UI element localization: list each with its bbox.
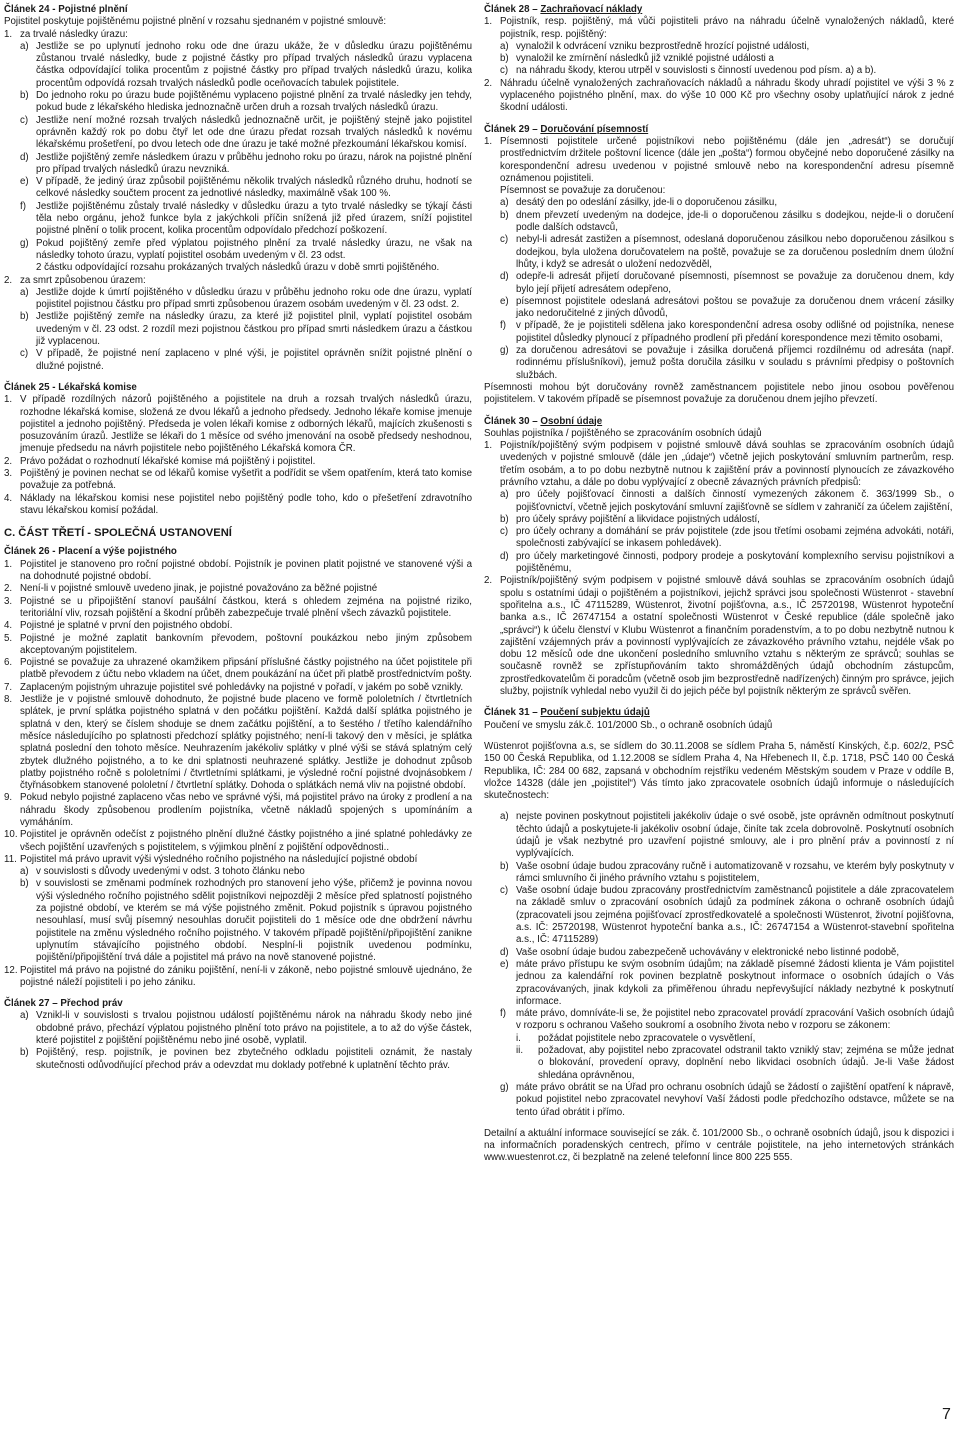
lettered-item — [484, 514, 954, 526]
item-text: Pojistné se u připojištění stanoví paušální částkou, která s ohledem zejména na pojistné riziko, teritoriální vliv, rozsah pojištění a škodní průběh zabezpečuje trvalé plnění všech závazků pojistitele. — [20, 595, 472, 619]
item-text: Jestliže se po uplynutí jednoho roku ode dne úrazu ukáže, že v důsledku úrazu pojištěnému zůstanou trvalé následky, bude z pojistné částky pro případ trvalých následků úrazu vyplacena částka odpovídající tolika procentům z pojistné částky pro případ trvalých následků úrazu, kolika procentům odpovídá rozsah trvalých následků podle oceňovacích tabulek pojistitele. — [36, 40, 472, 89]
item-text: v souvislosti se změnami podmínek rozhodných pro stanovení jeho výše, přičemž je povinna novou výši výsledného ročního pojistného sdělit pojistníkovi nejpozději 2 měsíce před splatností pojistného za pojistné období, ve kterém se má výše pojistného změnit. Pokud pojistník s úpravou pojistného nesouhlasí, musí svůj písemný nesouhlas doručit pojistiteli do 1 měsíce ode dne obdržení návrhu pojistitele na změnu výsledného ročního pojistného. V takovém případě pojištění/připojištění zanikne uplynutím stávajícího pojistného období. Nesplní-li pojistník uvedenou podmínku, pojištění/připojištění trvá dále a pojistitel má právo na nově stanovené pojistné. — [36, 878, 472, 964]
lettered-item — [484, 1008, 954, 1033]
numbered-item — [4, 682, 472, 694]
item-label: e) — [500, 295, 509, 307]
item-text: Vznikl-li v souvislosti s trvalou pojistnou událostí pojištěnému nárok na náhradu škody nebo jiné obdobné právo, přechází výplatou pojistného plnění toto právo na pojistitele, a to až do výše částek, které pojistitel z pojištění pojištěnému nebo jiné osobě, vyplatil. — [36, 1010, 472, 1047]
spacer — [484, 698, 954, 707]
lettered-item — [484, 526, 954, 551]
item-label: a) — [20, 866, 29, 878]
item-text: Náklady na lékařskou komisi nese pojistitel nebo pojištěný podle toho, kdo o přešetření zdravotního stavu lékařskou komisí požádal. — [20, 492, 472, 516]
item-label: g) — [20, 237, 29, 249]
left-column — [4, 4, 472, 1072]
item-label: b) — [500, 209, 509, 221]
item-label: 3. — [4, 467, 13, 479]
section-heading — [484, 4, 954, 16]
item-label: 5. — [4, 632, 13, 644]
lettered-item — [4, 176, 472, 201]
numbered-item — [4, 456, 472, 468]
lettered-item — [484, 234, 954, 271]
item-text: máte právo přístupu ke svým osobním údajům; na základě písemné žádosti klienta je Vám pojistitel jednou za kalendářní rok povinen bezplatně poskytnout informace o osobních údajích o Vás zpracovávaných, jinak kdykoli za přiměřenou úhradu nepřevyšující náklady nezbytné k poskytnutí informace. — [516, 958, 954, 1007]
numbered-item — [4, 394, 472, 455]
numbered-item — [4, 829, 472, 854]
item-label: g) — [500, 345, 509, 357]
paragraph: Detailní a aktuální informace související se zák. č. 101/2000 Sb., o ochraně osobních údajů, jsou k dispozici i na informačních poradenských centrech, přímo v centrále pojistitele, na jeho internetových stránkách www.wuestenrot.cz, či bezplatně na zelené telefonní lince 800 225 555. — [484, 1127, 954, 1164]
item-label: c) — [500, 885, 509, 897]
item-text: Jestliže pojištěnému zůstaly trvalé následky v důsledku úrazu a tyto trvalé následky se týkají části těla nebo orgánu, jehož funkce byla z jakýchkoli příčin snížená již před úrazem, sníží pojistitel pojistné plnění o tolik procent, kolika procentům odpovídalo předchozí poškození. — [36, 200, 472, 237]
item-label: 2. — [4, 274, 13, 286]
lettered-item — [484, 41, 954, 53]
item-label: a) — [500, 489, 509, 501]
item-label: a) — [20, 286, 29, 298]
item-text: Písemnosti pojistitele určené pojistníkovi nebo pojištěnému (dále jen „adresát“) se doručují prostřednictvím držitele poštovní licence (dále jen „pošta“) formou obyčejné nebo doporučené zásilky na korespondenční adresu uvedenou v pojistné smlouvě nebo na korespondenční adresu písemně oznámenou pojistiteli. — [500, 135, 954, 184]
heading-prefix: Článek 31 – — [484, 707, 541, 719]
item-label: 1. — [4, 394, 13, 406]
item-label: 9. — [4, 792, 13, 804]
item-label: e) — [20, 176, 29, 188]
item-label: 7. — [4, 681, 13, 693]
spacer — [484, 732, 954, 741]
numbered-item — [4, 792, 472, 829]
paragraph: 2 částku odpovídající rozsahu prokázaných trvalých následků úrazu v době smrti pojištěného. — [36, 262, 440, 274]
item-text: Náhradu účelně vynaložených zachraňovacích nákladů a náhradu škody uhradí pojistitel ve výši 3 % z vyplaceného pojistného plnění, max. do výše 10 000 Kč pro všechny osoby uplatňující nárok z jedné škodní události. — [500, 77, 954, 114]
item-label: 2. — [4, 583, 13, 595]
item-label: 1. — [4, 28, 13, 40]
paragraph: Pojistitel poskytuje pojištěnému pojistné plnění v rozsahu sjednaném v pojistné smlouvě: — [4, 16, 387, 28]
lettered-item — [4, 878, 472, 964]
lettered-item — [484, 65, 954, 77]
item-text: Pojistník/pojištěný svým podpisem v pojistné smlouvě dává souhlas se zpracováním osobních údajů spolu s ostatními údaji o pojištěném a pojistníkovi, jejichž správci jsou společnosti Wüstenrot - stavební spořitelna a.s., IČ 47115289, Wüstenrot, životní pojišťovna, a.s., IČ 25720198, Wüstenrot hypoteční banka a.s., IČ 26747154 a ostatní společnosti Wüstenrot v České republice (dále společně jako „správci“) k účelu členství v Klubu Wüstenrot a finančním poradenstvím, a to po dobu nezbytně nutnou k zajištění vzájemných práv a povinností vyplývajících ze závazkového právního vztahu, nejdéle však po dobu 12 měsíců ode dne ukončení posledního smluvního vztahu s některým ze správců; souhlas se současně rovněž se zpřístupňováním takto shromážděných údajů obchodním zástupcům, zprostředkovatelům či poradcům (včetně osob jim bezprostředně nadřízených) činným pro správce, jejich služby, pojistník vyhledal nebo využil či do jejich péče byl pojistník některým ze správců svěřen. — [500, 575, 954, 698]
lettered-item — [4, 115, 472, 152]
item-text: pro účely marketingové činnosti, podpory prodeje a poskytování komplexního servisu pojistníkovi a pojištěnému, — [516, 550, 954, 575]
item-text: Pojištěný, resp. pojistník, je povinen bez zbytečného odkladu pojistiteli oznámit, že nastaly skutečnosti odůvodňující přechod práv a odevzdat mu doklady potřebné k uplatnění těchto práv. — [36, 1047, 472, 1071]
item-text: V případě, že pojistné není zaplaceno v plné výši, je pojistitel oprávněn snížit pojistné plnění o dlužné pojistné. — [36, 348, 472, 372]
item-label: c) — [20, 114, 29, 126]
item-label: 4. — [4, 620, 13, 632]
item-text: pro účely pojišťovací činnosti a dalších činností vymezených zákonem č. 363/1999 Sb., o pojišťovnictví, včetně jejich poskytování smluvní zajišťovně se sídlem v zahraničí za účelem zajištění, — [516, 489, 954, 513]
heading-prefix: Článek 29 – — [484, 123, 541, 135]
item-label: 10. — [4, 829, 18, 841]
item-text: Pojistné je možné zaplatit bankovním převodem, poštovní poukázkou nebo jiným způsobem akceptovaným pojistitelem. — [20, 632, 472, 656]
section-heading — [484, 707, 954, 719]
item-label: b) — [500, 513, 509, 525]
item-label: 6. — [4, 657, 13, 669]
item-text: pro účely ochrany a domáhání se práv pojistitele (zde jsou třetími osobami zejména advokáti, notáři, společnosti zabývající se inkasem pohledávek). — [516, 526, 954, 550]
roman-item — [484, 1045, 954, 1082]
lettered-item — [484, 197, 954, 209]
lettered-item — [484, 296, 954, 321]
item-label: d) — [500, 550, 509, 562]
heading-title: Poučení subjektu údajů — [540, 707, 650, 719]
item-text: na náhradu škody, kterou utrpěl v souvislosti s činností uvedenou pod písm. a) a b). — [516, 65, 877, 77]
numbered-item — [4, 620, 472, 632]
paragraph: Wüstenrot pojišťovna a.s, se sídlem do 30.11.2008 se sídlem Praha 5, náměstí Kinských, č.p. 602/2, PSČ 150 00 Česká Republika, od 1.12.2008 se sídlem Praha 4, Na Hřebenech II, č.p. 1718, PSČ 140 00 Česká Republika, IČ: 284 00 682, zapsaná v obchodním rejstříku vedeném Městským soudem v Praze v oddíle B, vložce 14328 (dále jen „pojistitel“) Vás tímto jako zpracovatele osobních údajů informuje o následujících skutečnostech: — [484, 740, 954, 802]
numbered-item — [4, 275, 472, 287]
item-label: b) — [20, 311, 29, 323]
numbered-item — [4, 854, 472, 866]
numbered-item — [4, 468, 472, 493]
item-label: ii. — [516, 1045, 524, 1057]
lettered-item — [484, 345, 954, 382]
paragraph: Písemnosti mohou být doručovány rovněž zaměstnancem pojistitele nebo jinou osobou pověřenou pojistitelem. V takovém případě se písemnost považuje za doručenou dnem jejího převzetí. — [484, 381, 954, 406]
item-text: písemnost pojistitele odeslaná adresátovi poštou se považuje za doručenou dnem vrácení zásilky jako nedoručitelné z jiných důvodů, — [516, 295, 954, 320]
item-text: Jestliže je v pojistné smlouvě dohodnuto, že pojistné bude placeno ve formě pololetních / čtvrtletních splátek, je první splátka pojistného splatná v den počátku pojištění. Každá další splátka pojistného je splatná v den, který se číslem shoduje se dnem začátku pojištění, a to šestého / třetího kalendářního měsíce následujícího po splatnosti předchozí splátky pojistného; není-li takový den v měsíci, je splátka splatná poslední den tohoto měsíce. Neuhrazením jakékoliv splátky v plné výši se stává splatným celý zbytek dlužného pojistného, a to ke dni splatnosti neuhrazené splátky. Jestliže je dohodnut způsob platby pojistného ročně s pololetními / čtvrtletními splátkami, je výsledné roční pojistné dvojnásobkem / čtyřnásobkem stanovené pololetní / čtvrtletní splátky. Dohoda o splátkách nemá vliv na pojistné období. — [20, 694, 472, 792]
spacer — [4, 989, 472, 998]
item-text: Pojistitel je oprávněn odečíst z pojistného plnění dlužné částky pojistného a jiné splatné pohledávky ze všech pojištění uzavřených s pojistitelem, s výjimkou plnění z pojištění odpovědnosti.. — [20, 829, 472, 853]
lettered-item — [484, 489, 954, 514]
item-label: f) — [500, 320, 506, 332]
item-text: nejste povinen poskytnout pojistiteli jakékoliv údaje o své osobě, jste oprávněn odmítnout poskytnutí těchto údajů a poskytujete-li jakékoliv osobní údaje, činíte tak zcela dobrovolně. Poskytnutí osobních údajů je však nezbytné pro uzavření pojistné smlouvy, ale i pro plnění práv a povinností z ní vyplývajících. — [516, 811, 954, 860]
item-text: máte právo obrátit se na Úřad pro ochranu osobních údajů se žádostí o zajištění opatření k nápravě, pokud pojistitel nebo zpracovatel nevyhoví Vaší žádosti podle předchozího odstavce, můžete se na tento úřad obrátit i přímo. — [516, 1081, 954, 1118]
item-text: Vaše osobní údaje budou zpracovány ručně i automatizovaně v rozsahu, ve kterém byly poskytnuty v rámci smluvního či jiného právního vztahu s pojistitelem, — [516, 860, 954, 884]
lettered-item — [4, 41, 472, 90]
item-text: Pojistitel je stanoveno pro roční pojistné období. Pojistník je povinen platit pojistné ve stanovené výši a na dohodnuté pojistné období. — [20, 558, 472, 583]
numbered-item — [4, 633, 472, 658]
lettered-item — [484, 885, 954, 946]
lettered-item — [484, 551, 954, 576]
numbered-item — [484, 16, 954, 41]
spacer — [484, 407, 954, 416]
section-heading: Článek 26 - Placení a výše pojistného — [4, 546, 177, 558]
lettered-item — [484, 959, 954, 1008]
numbered-item — [484, 78, 954, 115]
item-text: požadovat, aby pojistitel nebo zpracovatel odstranil takto vzniklý stav; zejména se může jednat o blokování, provedení opravy, doplnění nebo likvidaci osobních údajů. Je-li Vaše žádost shledána oprávněnou, — [538, 1045, 954, 1081]
numbered-item — [4, 29, 472, 41]
item-text: vynaložil k odvrácení vzniku bezprostředně hrozící pojistné události, — [516, 40, 810, 52]
item-text: Jestliže dojde k úmrtí pojištěného v důsledku úrazu v průběhu jednoho roku ode dne úrazu, vyplatí pojistitel pojistnou částku pro případ smrti způsobenou úrazem osobám uvedeným v čl. 23 odst. 2. — [36, 286, 472, 311]
item-label: b) — [500, 860, 509, 872]
item-text: Není-li v pojistné smlouvě uvedeno jinak, je pojistné považováno za běžné pojistné — [20, 583, 378, 595]
item-label: 1. — [484, 440, 493, 452]
item-label: a) — [500, 197, 509, 209]
item-text: V případě rozdílných názorů pojištěného a pojistitele na druh a rozsah trvalých následků úrazu, rozhodne lékařská komise, složená ze dvou lékařů a jednoho předsedy. Jednoho lékaře komise jmenuje pojistitel a jednoho pojištěný. Předseda je volen lékaři komise z odborných lékařů, majících zkušenosti s posuzováním úrazů. Jestliže se lékaři do 1 měsíce od svého jmenování na osobě předsedy neshodnou, jmenuje předsedu na návrh pojistitele nebo pojištěného Lékařská komora ČR. — [20, 394, 472, 455]
paragraph: Poučení ve smyslu zák.č. 101/2000 Sb., o ochraně osobních údajů — [484, 719, 773, 731]
item-label: i. — [516, 1032, 521, 1044]
lettered-item — [4, 238, 472, 263]
item-text: Jestliže není možné rozsah trvalých následků jednoznačně určit, je pojištěný stejně jako pojistitel oprávněn každý rok po dobu čtyř let ode dne úrazu předat rozsah trvalých následků k novému lékařskému prošetření, po dvou letech ode dne úrazu je také možné přezkoumání lékařskou komisí. — [36, 114, 472, 151]
item-text: máte právo, domníváte-li se, že pojistitel nebo zpracovatel provádí zpracování Vašich osobních údajů v rozporu s ochranou Vašeho soukromí a osobního života nebo v rozporu se zákonem: — [516, 1008, 954, 1032]
spacer — [4, 373, 472, 382]
item-label: 2. — [484, 575, 493, 587]
item-label: d) — [500, 271, 509, 283]
item-text: Pojistitel má právo upravit výši výsledného ročního pojistného na následující pojistné období — [20, 853, 418, 865]
item-text: Pojištěný je povinen nechat se od lékařů komise vyšetřit a podřídit se všem opatřením, která tato komise považuje za potřebná. — [20, 467, 472, 492]
item-text: za smrt způsobenou úrazem: — [20, 274, 146, 286]
item-label: f) — [500, 1008, 506, 1020]
item-text: dnem převzetí uvedeným na dodejce, jde-li o doporučenou zásilku s dodejkou, nejde-li o doručení podle dalších odstavců, — [516, 209, 954, 234]
item-label: 1. — [484, 16, 493, 28]
item-text: odepře-li adresát přijetí doručované písemnosti, písemnost se považuje za doručenou dnem, kdy bylo její přijetí adresátem odepřeno, — [516, 271, 954, 295]
item-text: Jestliže pojištěný zemře na následky úrazu, za které již pojistitel plnil, vyplatí pojistitel osobám uvedeným v čl. 23 odst. 2 rozdíl mezi pojistnou částkou pro případ smrti následkem úrazu a částkou již vyplacenou. — [36, 311, 472, 348]
item-text: Vaše osobní údaje budou zpracovány prostřednictvím zaměstnanců pojistitele a dále zpracovatelem na základě smluv o zpracování osobních údajů za podmínek zákona o ochraně osobních údajů (zpracovateli jsou zejména pojišťovací zprostředkovatelé a společnosti Wüstenrot, životní pojišťovna, a.s. IČ: 25720198, Wüstenrot hypoteční banka a.s., IČ: 26747154 a Wüstenrot-stavební spořitelna a.s., IČ: 47115289) — [516, 885, 954, 946]
item-label: a) — [20, 1010, 29, 1022]
numbered-item — [484, 136, 954, 185]
roman-item — [484, 1033, 954, 1045]
section-heading — [484, 416, 954, 428]
section-heading: Článek 27 – Přechod práv — [4, 998, 123, 1010]
numbered-item — [4, 965, 472, 990]
item-label: b) — [20, 90, 29, 102]
item-text: Jestliže pojištěný zemře následkem úrazu v průběhu jednoho roku po úrazu, nárok na pojistné plnění pro případ trvalých následků úrazu nevzniká. — [36, 151, 472, 175]
item-text: vynaložil ke zmírnění následků již vzniklé pojistné události a — [516, 53, 774, 65]
item-label: d) — [500, 946, 509, 958]
lettered-item — [484, 210, 954, 235]
lettered-item — [4, 311, 472, 348]
heading-title: Doručování písemností — [540, 123, 649, 135]
numbered-item — [4, 583, 472, 595]
lettered-item — [4, 152, 472, 177]
item-text: Pojistitel má právo na pojistné do zániku pojištění, není-li v zákoně, nebo pojistné smlouvě ujednáno, že pojistné náleží pojistiteli i po jeho zániku. — [20, 964, 472, 988]
item-text: Pojistník, resp. pojištěný, má vůči pojistiteli právo na náhradu účelně vynaložených nákladů, které pojistník, resp. pojištěný: — [500, 16, 954, 40]
item-label: b) — [500, 53, 509, 65]
item-text: pro účely správy pojištění a likvidace pojistných událostí, — [516, 513, 760, 525]
numbered-item — [4, 559, 472, 584]
spacer — [484, 115, 954, 124]
item-text: Pojistník/pojištěný svým podpisem v pojistné smlouvě dává souhlas se zpracováním osobních údajů uvedených v pojistné smlouvě (dále jen „údaje“) včetně jejich poskytování smluvním partnerům, resp. třetím osobám, a to po dobu nezbytně nutnou k zajištění práv a povinností plynoucích ze závazkového právního vztahu, a dále po dobu vyplývající z obecně závazných právních předpisů: — [500, 440, 954, 488]
item-label: c) — [500, 234, 509, 246]
paragraph: Souhlas pojistníka / pojištěného se zpracováním osobních údajů — [484, 427, 762, 439]
item-text: Pokud pojištěný zemře před výplatou pojistného plnění za trvalé následky úrazu, ne však na následky tohoto úrazu, vyplatí pojistitel osobám uvedeným v čl. 23 odst. — [36, 237, 472, 261]
item-text: požádat pojistitele nebo zpracovatele o vysvětlení, — [538, 1032, 756, 1044]
item-label: 2. — [484, 77, 493, 89]
numbered-item — [4, 493, 472, 518]
item-text: Pojistné je splatné v první den pojistného období. — [20, 620, 233, 632]
item-text: za doručenou adresátovi se považuje i zásilka doručená příjemci rozdílnému od adresáta (např. rodinnému příslušníkovi), jemuž pošta doručila zásilku v souladu s právními předpisy o poštovních službách. — [516, 345, 954, 381]
item-label: 11. — [4, 853, 17, 865]
item-label: g) — [500, 1081, 509, 1093]
item-text: desátý den po odeslání zásilky, jde-li o doporučenou zásilku, — [516, 197, 778, 209]
numbered-item — [4, 596, 472, 621]
item-text: Pokud nebylo pojistné zaplaceno včas nebo ve správné výši, má pojistitel právo na úroky z prodlení a na náhradu škody způsobenou prodlením pojistníka, včetně nákladů spojených s upomínáním a vymáháním. — [20, 792, 472, 828]
item-label: 3. — [4, 595, 13, 607]
item-label: 1. — [484, 135, 493, 147]
item-text: Vaše osobní údaje budou zabezpečeně uchovávány v elektronické nebo listinné podobě, — [516, 946, 900, 958]
item-text: Do jednoho roku po úrazu bude pojištěnému vyplaceno pojistné plnění za trvalé následky jen tehdy, pokud bude z lékařského hlediska jednoznačně určen druh a rozsah trvalých následků úrazu. — [36, 90, 472, 114]
lettered-item — [484, 271, 954, 296]
numbered-item — [484, 440, 954, 489]
item-label: c) — [500, 526, 509, 538]
item-label: c) — [20, 348, 29, 360]
item-label: a) — [20, 40, 29, 52]
numbered-item — [4, 694, 472, 792]
heading-prefix: Článek 28 – — [484, 4, 541, 15]
lettered-item — [4, 201, 472, 238]
item-label: 2. — [4, 455, 13, 467]
item-text: Právo požádat o rozhodnutí lékařské komise má pojištěný i pojistitel. — [20, 455, 316, 467]
item-text: v případě, že je pojistiteli sdělena jako korespondenční adresa osoby odlišné od pojistníka, nenese pojistitel důsledky plynoucí z případného prodlení při předání korespondence mezi těmito osobami, — [516, 320, 954, 344]
item-text: nebyl-li adresát zastižen a písemnost, odeslaná doporučenou zásilkou nebo doporučenou zásilkou s dodejkou, byla uložena doručovatelem na poště, považuje se za doručenou posledním dnem úložní lhůty, i když se adresát o uložení nedozvěděl, — [516, 234, 954, 270]
lettered-item — [4, 1010, 472, 1047]
item-label: c) — [500, 65, 509, 77]
section-heading: Článek 24 - Pojistné plnění — [4, 4, 128, 15]
item-label: 1. — [4, 558, 13, 570]
item-text: V případě, že jediný úraz způsobil pojištěnému několik trvalých následků různého druhu, hodnotí se celkové následky součtem procent za jednotlivé následky, maximálně však 100 %. — [36, 176, 472, 200]
part-heading: C. ČÁST TŘETÍ - SPOLEČNÁ USTANOVENÍ — [4, 527, 232, 540]
numbered-item — [484, 575, 954, 698]
numbered-item — [4, 657, 472, 682]
lettered-item — [4, 348, 472, 373]
lettered-item — [484, 1082, 954, 1119]
lettered-item — [484, 320, 954, 345]
section-heading: Článek 25 - Lékařská komise — [4, 381, 137, 393]
lettered-item — [484, 811, 954, 860]
lettered-item — [4, 1047, 472, 1072]
item-label: b) — [20, 878, 29, 890]
page-number: 7 — [942, 1406, 951, 1423]
item-label: f) — [20, 200, 26, 212]
right-column — [484, 4, 954, 1165]
item-text: Pojistné se považuje za uhrazené okamžikem připsání příslušné částky pojistného na účet pojistitele při platbě převodem z účtu nebo vkladem na účet, dnem poukázání na účet při platbě prostřednictvím pošty. — [20, 657, 472, 681]
item-label: 12. — [4, 964, 18, 976]
item-label: a) — [500, 811, 509, 823]
item-text: za trvalé následky úrazu: — [20, 28, 128, 40]
item-label: 8. — [4, 694, 13, 706]
item-text: Zaplaceným pojistným uhrazuje pojistitel své pohledávky na pojistné v pořadí, v jakém po sobě vznikly. — [20, 681, 464, 693]
spacer — [484, 1119, 954, 1128]
paragraph: Písemnost se považuje za doručenou: — [500, 185, 666, 197]
lettered-item — [484, 947, 954, 959]
item-label: 4. — [4, 492, 13, 504]
lettered-item — [484, 53, 954, 65]
item-label: b) — [20, 1047, 29, 1059]
item-label: d) — [20, 151, 29, 163]
lettered-item — [4, 90, 472, 115]
item-label: e) — [500, 958, 509, 970]
lettered-item — [4, 866, 472, 878]
item-label: a) — [500, 40, 509, 52]
spacer — [484, 802, 954, 811]
item-text: v souvislosti s důvody uvedenými v odst. 3 tohoto článku nebo — [36, 866, 305, 878]
heading-title: Osobní údaje — [540, 415, 603, 427]
heading-prefix: Článek 30 – — [484, 415, 541, 427]
heading-title: Zachraňovací náklady — [540, 4, 643, 15]
lettered-item — [4, 287, 472, 312]
lettered-item — [484, 861, 954, 886]
section-heading — [484, 124, 954, 136]
